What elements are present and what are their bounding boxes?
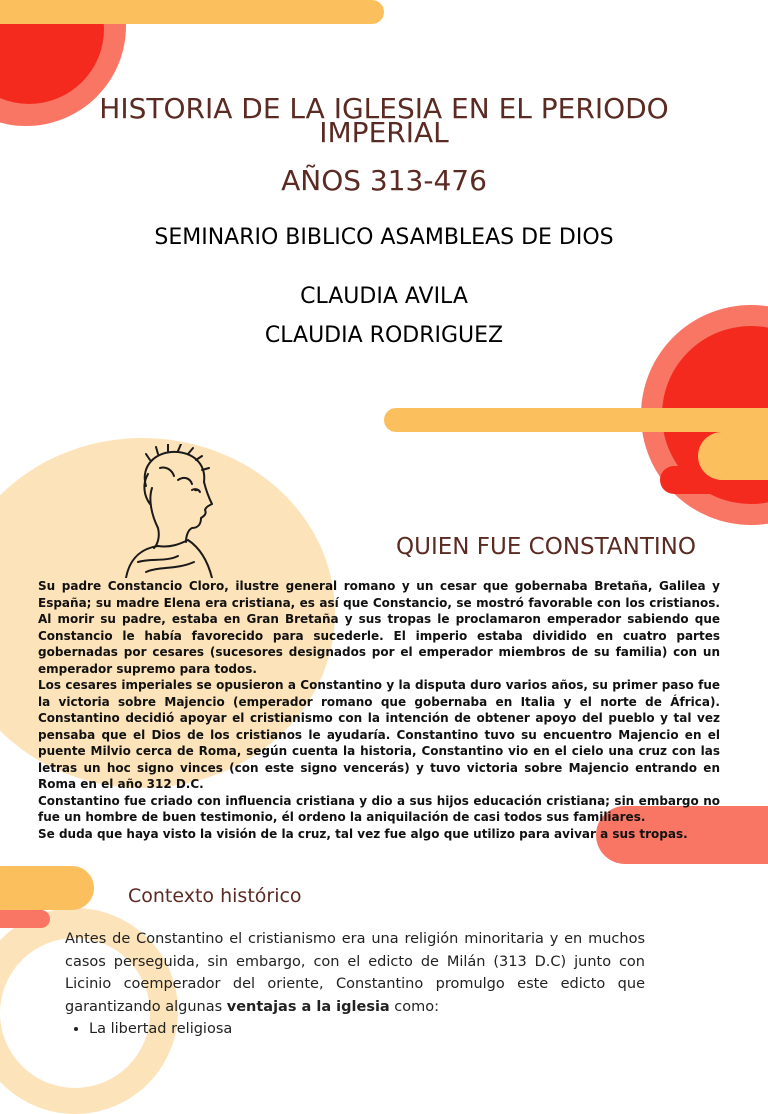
context-intro-bold: ventajas a la iglesia (226, 998, 390, 1015)
decorative-pill-orange (698, 432, 768, 480)
decorative-bar-orange (384, 408, 768, 432)
list-item: • La libertad religiosa (89, 1018, 645, 1041)
bio-paragraph: Constantino fue criado con influencia cristiana y dio a sus hijos educación cristiana; sin embargo no fue un hombre de buen testimonio, él ordeno la aniquilación de casi todos sus familiares. (38, 793, 720, 824)
bio-paragraph: Se duda que haya visto la visión de la cruz, tal vez fue algo que utilizo para avivar a sus tropas. (38, 826, 688, 841)
decorative-bar-top (0, 0, 384, 24)
bio-paragraph: Los cesares imperiales se opusieron a Constantino y la disputa duro varios años, su primer paso fue la victoria sobre Majencio (emperador romano que gobernaba en Italia y el norte de África). Constantino decidió apoyar el cristianismo con la intención de obtener apoyo del pueblo y tal vez pensaba que el Dios de los cristianos le ayudaría. Constantino tuvo su encuentro Majencio en el puente Milvio cerca de Roma, según cuenta la historia, Constantino vio en el cielo una cruz con las letras un hoc signo vinces (con este signo vencerás) y tuvo victoria sobre Majencio entrando en Roma en el año 312 D.C. (38, 678, 720, 791)
biography-text (38, 578, 720, 842)
classical-profile-portrait-icon (108, 444, 222, 578)
decorative-bar-bottom (0, 866, 94, 910)
cover-title-line-1: HISTORIA DE LA IGLESIA EN EL PERIODO (99, 92, 669, 125)
section-heading-constantino: QUIEN FUE CONSTANTINO (396, 534, 696, 560)
cover-years: AÑOS 313-476 (281, 164, 487, 197)
author-name-1: CLAUDIA AVILA (300, 284, 468, 309)
decorative-pill-bottom-red (0, 910, 50, 928)
context-intro (65, 928, 645, 1018)
context-intro-end: como: (389, 998, 440, 1015)
section-heading-context: Contexto histórico (128, 885, 302, 907)
bio-paragraph: Su padre Constancio Cloro, ilustre general romano y un cesar que gobernaba Bretaña, Galilea y España; su madre Elena era cristiana, es así que Constancio, se mostró favorable con los cristianos. Al morir su padre, estaba en Gran Bretaña y sus tropas le proclamaron emperador sabiendo que Constancio le había favorecido para sucederle. El imperio estaba dividido en cuatro partes gobernadas por cesares (sucesores designados por el emperador miembros de su familia) con un emperador supremo para todos. (38, 579, 720, 676)
cover-title-line-2: IMPERIAL (319, 116, 449, 149)
seminary-name: SEMINARIO BIBLICO ASAMBLEAS DE DIOS (154, 225, 614, 250)
context-intro-text: Antes de Constantino el cristianismo era una religión minoritaria y en muchos casos perseguida, sin embargo, con el edicto de Milán (313 D.C) junto con Licinio coemperador del oriente, Constantino promulgo este edicto que garantizando algunas (65, 931, 645, 1015)
advantages-list (65, 1018, 645, 1041)
author-name-2: CLAUDIA RODRIGUEZ (264, 323, 504, 348)
